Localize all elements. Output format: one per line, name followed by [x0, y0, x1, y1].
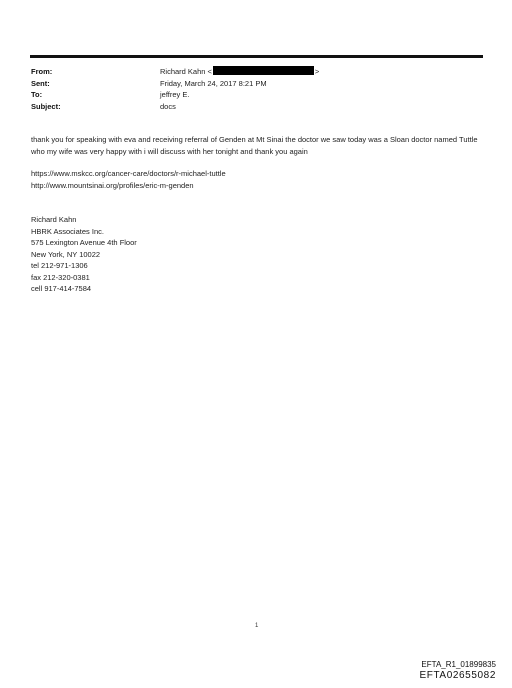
link-mountsinai[interactable]: http://www.mountsinai.org/profiles/eric-m-genden: [31, 181, 194, 190]
to-row: [31, 89, 481, 101]
to-value: jeffrey E.: [160, 90, 190, 99]
email-header: [31, 66, 481, 112]
subject-label: Subject:: [31, 101, 61, 111]
signature-city: New York, NY 10022: [31, 249, 101, 259]
link-mskcc[interactable]: https://www.mskcc.org/cancer-care/doctors/r-michael-tuttle: [31, 169, 226, 178]
email-signature: [31, 214, 137, 295]
bates-stamp-line1: EFTA_R1_01899835: [421, 660, 496, 669]
signature-address: 575 Lexington Avenue 4th Floor: [31, 238, 137, 247]
from-name: Richard Kahn <: [160, 67, 212, 76]
email-body: thank you for speaking with eva and receiving referral of Genden at Mt Sinai the doctor we saw today was a Sloan doctor named Tuttle who my wife was very happy with i will discuss with her tonight and thank you again: [31, 135, 478, 156]
signature-name: Richard Kahn: [31, 215, 77, 224]
header-divider: [30, 55, 483, 58]
to-label: To:: [31, 90, 43, 99]
from-suffix: >: [314, 67, 320, 76]
bates-stamp-line2: EFTA02655082: [419, 670, 496, 681]
signature-fax: fax 212-320-0381: [31, 272, 90, 282]
signature-cell: cell 917-414-7584: [31, 284, 92, 293]
redaction-box: [213, 66, 314, 75]
subject-value: docs: [160, 101, 176, 111]
page-number: 1: [255, 623, 259, 629]
sent-row: [31, 78, 481, 90]
signature-tel: tel 212-971-1306: [31, 261, 88, 270]
subject-row: [31, 101, 481, 113]
from-label: From:: [31, 67, 53, 76]
from-value: [160, 66, 319, 78]
sent-label: Sent:: [31, 78, 50, 88]
bates-stamp: [419, 660, 496, 682]
email-links: [31, 168, 226, 192]
sent-value: Friday, March 24, 2017 8:21 PM: [160, 78, 267, 88]
signature-company: HBRK Associates Inc.: [31, 226, 104, 236]
from-row: [31, 66, 481, 78]
